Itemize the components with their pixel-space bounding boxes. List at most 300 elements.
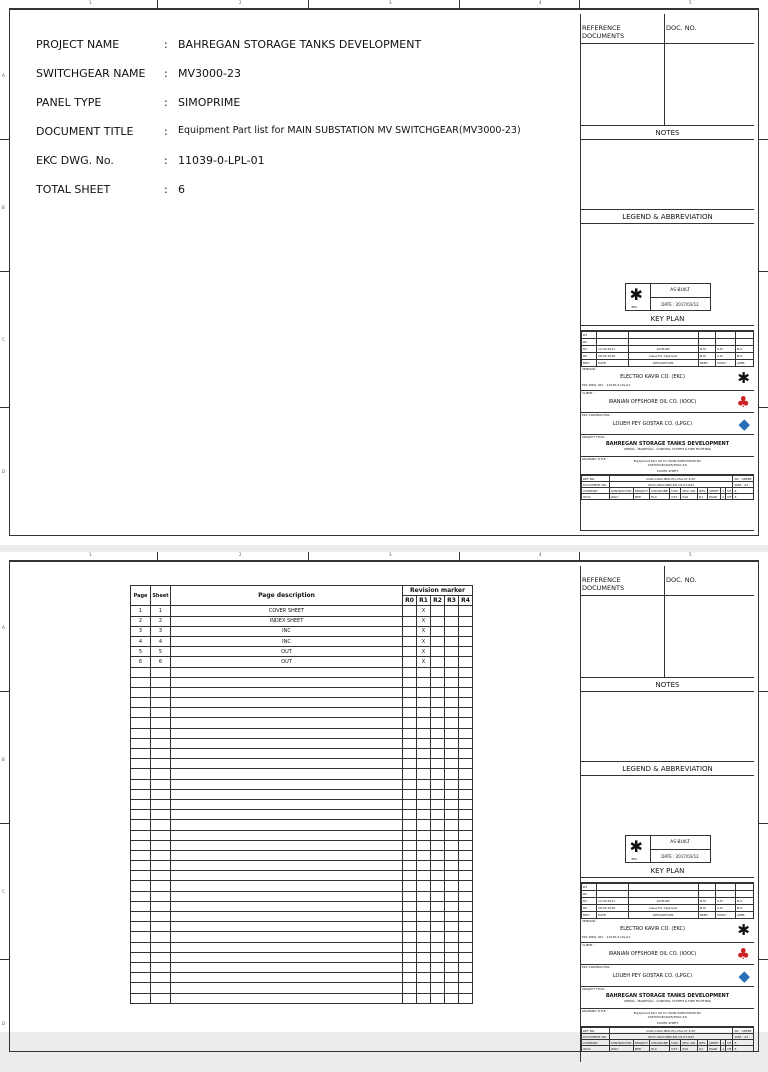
doc-info-cell: OF <box>727 488 732 493</box>
stamp-status: AS-BUILT <box>650 284 710 298</box>
revision-cell: Issue For Approval <box>628 905 698 912</box>
page-cell: 1 <box>131 606 151 616</box>
doc-info-cell: NC : 4858B <box>733 1028 754 1034</box>
zone-label: 4 <box>539 0 542 5</box>
drawing-caption: DRAWING TITLE : <box>582 457 608 461</box>
revision-row <box>582 912 754 919</box>
stamp-date: DATE : 2017/03/12 <box>650 298 710 310</box>
doc-info-cell: IOOC-LPGC-BPD-EQ-CSA-07-P-R7 <box>609 1028 733 1034</box>
doc-info-cell: LPGC <box>609 494 633 500</box>
empty-row <box>131 677 473 687</box>
doc-info-cell: SEQ. NO. <box>682 488 696 493</box>
zone-label: 3 <box>389 0 392 5</box>
revision-cell <box>698 332 715 339</box>
page-cell: 5 <box>131 647 151 657</box>
doc-info-cell: CST <box>670 1046 681 1052</box>
doc-info-cell: PAGE <box>708 1046 721 1052</box>
epc-caption: EPC CONTRACTOR : <box>582 965 612 969</box>
revision-cell: A.M <box>716 898 736 905</box>
epc-caption: EPC CONTRACTOR : <box>582 413 612 417</box>
revision-cell: M.A <box>735 905 753 912</box>
r4-cell <box>459 616 473 626</box>
row-label: TOTAL SHEET <box>36 183 111 196</box>
project-caption: PROJECT TITLE : <box>582 987 606 991</box>
project-title: BAHREGAN STORAGE TANKS DEVELOPMENT <box>605 441 730 447</box>
empty-row <box>131 738 473 748</box>
zone-ruler-left <box>0 561 9 1072</box>
project-title-box <box>581 987 754 1009</box>
zone-ruler-top <box>9 0 759 9</box>
index-body <box>131 606 473 1003</box>
row-colon: : <box>164 38 168 51</box>
doc-info-cell: 010 <box>681 1046 698 1052</box>
index-row <box>131 657 473 667</box>
epc-name: LOUEH PEY GOSTAR CO. (LPGC) <box>612 421 693 427</box>
notes-header: NOTES <box>581 126 754 140</box>
revision-cell <box>735 891 753 898</box>
r0-cell <box>403 616 417 626</box>
doc-info-cell: OF <box>727 1046 732 1051</box>
doc-info-cell: SIZE : A3 <box>733 482 754 488</box>
empty-row <box>131 667 473 677</box>
doc-info-cell: OF <box>727 1040 732 1045</box>
revision-cell: R0 <box>582 353 597 360</box>
empty-row <box>131 932 473 942</box>
doc-info-cell: IOOC-LPGC-BPD-EQ-CS-07-003 <box>609 1034 733 1040</box>
doc-info-cell: ELC <box>650 1046 670 1052</box>
vendor-box <box>581 367 754 391</box>
ekc-logo-icon: ✱ <box>737 921 750 939</box>
r2-cell <box>431 657 445 667</box>
description-cell: COVER SHEET <box>171 606 403 616</box>
r0-cell <box>403 657 417 667</box>
revision-cell <box>716 332 736 339</box>
reference-header <box>581 566 754 596</box>
revision-cell <box>735 339 753 346</box>
revision-cell <box>698 891 715 898</box>
revision-cell: DATE <box>597 360 629 367</box>
revision-cell: M.A <box>735 346 753 353</box>
revision-cell: M.M <box>698 353 715 360</box>
zone-ruler-left <box>0 9 9 536</box>
drawing-title-line2: SWITCHGEAR(MV3000-23) <box>647 463 688 467</box>
revision-cell: CHKD. <box>716 912 736 919</box>
doc-info-cell: LPGC <box>609 1046 633 1052</box>
empty-row <box>131 759 473 769</box>
zone-label: D <box>2 1021 6 1026</box>
doc-info-cell: CST <box>670 494 681 500</box>
client-box <box>581 943 754 965</box>
empty-row <box>131 871 473 881</box>
empty-row <box>131 718 473 728</box>
vendor-name: ELECTRO KAVIR CO. (EKC) <box>620 926 685 932</box>
r1-cell: X <box>417 606 431 616</box>
col-r2: R2 <box>431 596 445 606</box>
doc-info-cell: 1 <box>722 488 725 493</box>
epc-name: LOUEH PEY GOSTAR CO. (LPGC) <box>612 973 693 979</box>
stamp-status: AS-BUILT <box>650 836 710 850</box>
empty-row <box>131 779 473 789</box>
iooc-logo-icon: ♣ <box>736 393 750 411</box>
empty-row <box>131 830 473 840</box>
ekc-logo-icon: ✱ <box>629 285 643 304</box>
col-revision-marker: Revision marker <box>403 586 473 596</box>
legend-body <box>581 224 754 312</box>
revision-cell: R1 <box>582 898 597 905</box>
empty-row <box>131 749 473 759</box>
r0-cell <box>403 626 417 636</box>
zone-ruler-right <box>759 561 768 1072</box>
project-title-box <box>581 435 754 457</box>
doc-info-cell: PAGE <box>708 494 721 500</box>
revision-row <box>582 891 754 898</box>
row-value: SIMOPRIME <box>178 96 241 109</box>
panel-type-row <box>36 96 521 125</box>
row-colon: : <box>164 154 168 167</box>
doc-no-label: DOC. NO. <box>666 24 697 32</box>
revision-cell: A.M <box>716 905 736 912</box>
revision-cell <box>628 891 698 898</box>
total-sheet-row <box>36 183 521 212</box>
ekc-dwg-row <box>36 154 521 183</box>
revision-cell: CHKD. <box>716 360 736 367</box>
r1-cell: X <box>417 647 431 657</box>
row-value: MV3000-23 <box>178 67 241 80</box>
vendor-caption: VENDOR : <box>582 919 597 923</box>
empty-row <box>131 973 473 983</box>
epc-box <box>581 965 754 987</box>
doc-info-cell: 6 <box>733 488 754 494</box>
revision-cell <box>698 884 715 891</box>
legend-header: LEGEND & ABBREVIATION <box>581 762 754 776</box>
revision-cell: 28.04.2016 <box>597 353 629 360</box>
vendor-caption: VENDOR : <box>582 367 597 371</box>
index-table <box>130 585 473 1004</box>
col-page: Page <box>131 586 151 606</box>
iooc-logo-icon: ♣ <box>736 945 750 963</box>
empty-row <box>131 820 473 830</box>
empty-row <box>131 891 473 901</box>
revision-cell: REV. <box>582 360 597 367</box>
drawing-title-box <box>581 457 754 475</box>
revision-cell: A.M <box>716 346 736 353</box>
key-plan-header: KEY PLAN <box>581 864 754 878</box>
description-cell: INC <box>171 626 403 636</box>
page-cell: 2 <box>131 616 151 626</box>
doc-info-cell: BPD <box>634 494 650 500</box>
revision-cell: M.M <box>698 898 715 905</box>
doc-info-row <box>582 1046 754 1052</box>
r1-cell: X <box>417 657 431 667</box>
zone-ruler-top <box>9 552 759 561</box>
row-colon: : <box>164 96 168 109</box>
reference-body <box>581 596 754 678</box>
title-block <box>580 14 754 531</box>
sheet-cell: 4 <box>151 636 171 646</box>
doc-info-cell: OF <box>727 494 732 499</box>
revision-row <box>582 884 754 891</box>
ekc-dwg-no: EKC DWG. NO. : 11039-0-LPL-01 <box>582 935 631 939</box>
client-name: IRANIAN OFFSHORE OIL CO. (IOOC) <box>608 951 697 957</box>
col-r3: R3 <box>445 596 459 606</box>
doc-info-cell: SHEET <box>709 1040 719 1045</box>
revision-row <box>582 898 754 905</box>
revision-cell: R0 <box>582 905 597 912</box>
drawing-caption: DRAWING TITLE : <box>582 1009 608 1013</box>
revision-cell: DESCRIPTION <box>628 912 698 919</box>
zone-label: C <box>2 337 5 342</box>
project-name-row <box>36 38 521 67</box>
page-cell: 4 <box>131 636 151 646</box>
empty-row <box>131 912 473 922</box>
doc-info-cell: DOCUMENT NO. <box>582 1034 610 1040</box>
revision-cell: APPR. <box>735 360 753 367</box>
empty-row <box>131 810 473 820</box>
doc-info-cell: IOOC-LPGC-BPD-EQ-CS-07-003 <box>609 482 733 488</box>
zone-ruler-right <box>759 9 768 536</box>
doc-info-cell: IOOC <box>582 494 610 500</box>
drawing-title-box <box>581 1009 754 1027</box>
doc-info-cell: 6 <box>733 1046 754 1052</box>
index-row <box>131 616 473 626</box>
revision-cell <box>628 339 698 346</box>
revision-table <box>581 883 754 919</box>
r0-cell <box>403 636 417 646</box>
drawing-title-line1: Equipment Part list for MAIN SUBSTATION MV <box>633 1011 702 1015</box>
r4-cell <box>459 606 473 616</box>
revision-cell <box>698 339 715 346</box>
client-name: IRANIAN OFFSHORE OIL CO. (IOOC) <box>608 399 697 405</box>
revision-cell <box>716 891 736 898</box>
doc-info-cell: COMPANY <box>582 488 610 494</box>
doc-info-cell: PROJECT <box>635 1040 648 1045</box>
doc-info-cell: REF NO. <box>582 1028 610 1034</box>
doc-info-cell: 6 <box>733 1040 754 1046</box>
reference-body <box>581 44 754 126</box>
row-value: Equipment Part list for MAIN SUBSTATION MV SWITCHGEAR(MV3000-23) <box>178 125 521 136</box>
sheet-cell: 5 <box>151 647 171 657</box>
document-title-row <box>36 125 521 154</box>
doc-info-cell: SHEET <box>709 488 719 493</box>
row-value: BAHREGAN STORAGE TANKS DEVELOPMENT <box>178 38 422 51</box>
reference-header <box>581 14 754 44</box>
ekc-logo-icon: ✱ <box>629 837 643 856</box>
row-colon: : <box>164 183 168 196</box>
project-title: BAHREGAN STORAGE TANKS DEVELOPMENT <box>605 993 730 999</box>
revision-cell: M.M <box>698 905 715 912</box>
doc-info-cell: DISCIPLINE <box>651 488 668 493</box>
col-r4: R4 <box>459 596 473 606</box>
revision-cell: AS BUILT <box>628 346 698 353</box>
revision-row <box>582 346 754 353</box>
r4-cell <box>459 626 473 636</box>
empty-row <box>131 698 473 708</box>
index-sheet <box>0 552 768 1051</box>
zone-label: 2 <box>239 0 242 5</box>
doc-info-cell: SEQ. NO. <box>682 1040 696 1045</box>
revision-cell <box>735 884 753 891</box>
revision-cell: 28.04.2016 <box>597 905 629 912</box>
empty-row <box>131 962 473 972</box>
description-cell: INDEX SHEET <box>171 616 403 626</box>
revision-cell <box>597 339 629 346</box>
cover-sheet-label: COVER SHEET <box>656 1021 679 1025</box>
revision-row <box>582 353 754 360</box>
empty-row <box>131 769 473 779</box>
empty-row <box>131 983 473 993</box>
empty-row <box>131 850 473 860</box>
revision-cell <box>716 884 736 891</box>
r2-cell <box>431 616 445 626</box>
empty-row <box>131 799 473 809</box>
lpgc-logo-icon: ◆ <box>738 415 750 433</box>
r1-cell: X <box>417 626 431 636</box>
description-cell: OUT <box>171 657 403 667</box>
zone-label: A <box>2 625 5 630</box>
notes-header: NOTES <box>581 678 754 692</box>
empty-row <box>131 840 473 850</box>
index-row <box>131 606 473 616</box>
row-value: 11039-0-LPL-01 <box>178 154 265 167</box>
doc-info-cell: COMPANY <box>582 1040 610 1046</box>
doc-info-table <box>581 1027 754 1052</box>
stamp-logo-text: EKC <box>631 857 638 861</box>
revision-cell: M.M <box>698 346 715 353</box>
doc-info-cell: IOOC <box>582 1046 610 1052</box>
revision-cell: DESCRIPTION <box>628 360 698 367</box>
row-colon: : <box>164 67 168 80</box>
vendor-name: ELECTRO KAVIR CO. (EKC) <box>620 374 685 380</box>
zone-label: 1 <box>89 0 92 5</box>
revision-cell: M.A <box>735 353 753 360</box>
revision-cell <box>597 884 629 891</box>
doc-info-cell: R1 <box>698 494 708 500</box>
sheet-cell: 3 <box>151 626 171 636</box>
revision-cell <box>735 332 753 339</box>
key-plan-header: KEY PLAN <box>581 312 754 326</box>
page-cell: 6 <box>131 657 151 667</box>
drawing-title-line1: Equipment Part list for MAIN SUBSTATION MV <box>633 459 702 463</box>
revision-row <box>582 332 754 339</box>
zone-label: B <box>2 757 5 762</box>
r3-cell <box>445 657 459 667</box>
cover-sheet-label: COVER SHEET <box>656 469 679 473</box>
revision-cell: R2 <box>582 339 597 346</box>
notes-body <box>581 692 754 762</box>
sheet-cell: 2 <box>151 616 171 626</box>
cover-info <box>36 38 521 212</box>
r2-cell <box>431 647 445 657</box>
client-box <box>581 391 754 413</box>
empty-row <box>131 922 473 932</box>
revision-cell: DATE <box>597 912 629 919</box>
zone-label: A <box>2 73 5 78</box>
doc-info-cell: 1 <box>722 1046 725 1051</box>
empty-row <box>131 952 473 962</box>
legend-header: LEGEND & ABBREVIATION <box>581 210 754 224</box>
ekc-dwg-no: EKC DWG. NO. : 11039-0-LPL-01 <box>582 383 631 387</box>
zone-label: D <box>2 469 6 474</box>
zone-label: 4 <box>539 552 542 557</box>
zone-label: B <box>2 205 5 210</box>
r4-cell <box>459 647 473 657</box>
description-cell: OUT <box>171 647 403 657</box>
r2-cell <box>431 606 445 616</box>
empty-row <box>131 789 473 799</box>
r2-cell <box>431 636 445 646</box>
doc-info-cell: CONTRACTOR <box>609 488 633 494</box>
revision-row <box>582 339 754 346</box>
col-description: Page description <box>171 586 403 606</box>
empty-row <box>131 993 473 1003</box>
revision-cell: AS BUILT <box>628 898 698 905</box>
doc-info-cell: REV. <box>699 1040 706 1045</box>
doc-info-cell: SIZE : A3 <box>733 1034 754 1040</box>
client-caption: CLIENT : <box>582 943 595 947</box>
row-label: PANEL TYPE <box>36 96 102 109</box>
revision-cell: APPR. <box>735 912 753 919</box>
doc-info-cell: DOC. <box>671 488 680 493</box>
r2-cell <box>431 626 445 636</box>
row-label: SWITCHGEAR NAME <box>36 67 146 80</box>
vendor-box <box>581 919 754 943</box>
index-row <box>131 626 473 636</box>
sheet-cell: 6 <box>151 657 171 667</box>
legend-body <box>581 776 754 864</box>
switchgear-name-row <box>36 67 521 96</box>
empty-row <box>131 728 473 738</box>
row-label: EKC DWG. No. <box>36 154 114 167</box>
drawing-title-line2: SWITCHGEAR(MV3000-23) <box>647 1015 688 1019</box>
r3-cell <box>445 636 459 646</box>
r1-cell: X <box>417 616 431 626</box>
zone-label: 5 <box>689 552 692 557</box>
empty-row <box>131 687 473 697</box>
title-block <box>580 566 754 1062</box>
doc-info-cell: IOOC-LPGC-BPD-EQ-CSA-07-P-R7 <box>609 476 733 482</box>
revision-cell: 12.03.2017 <box>597 346 629 353</box>
lpgc-logo-icon: ◆ <box>738 967 750 985</box>
index-row <box>131 636 473 646</box>
revision-cell: Issue For Approval <box>628 353 698 360</box>
project-subtitle: (PIPING , MANIFOLD , CONTROL SYSTEM & FIRE FIGHTING) <box>623 999 712 1003</box>
as-built-stamp <box>625 835 711 863</box>
col-r0: R0 <box>403 596 417 606</box>
revision-row <box>582 360 754 367</box>
r1-cell: X <box>417 636 431 646</box>
empty-row <box>131 901 473 911</box>
epc-box <box>581 413 754 435</box>
doc-info-cell: DISCIPLINE <box>651 1040 668 1045</box>
reference-documents-label: REFERENCE DOCUMENTS <box>581 14 665 43</box>
revision-cell: R3 <box>582 884 597 891</box>
r0-cell <box>403 606 417 616</box>
doc-info-cell: DOCUMENT NO. <box>582 482 610 488</box>
r0-cell <box>403 647 417 657</box>
doc-info-cell: CONTRACTOR <box>609 1040 633 1046</box>
revision-cell: M.A <box>735 898 753 905</box>
empty-row <box>131 708 473 718</box>
description-cell: INC <box>171 636 403 646</box>
zone-label: 3 <box>389 552 392 557</box>
revision-cell: PREP. <box>698 360 715 367</box>
zone-label: 1 <box>89 552 92 557</box>
doc-info-cell: PROJECT <box>635 488 648 493</box>
r3-cell <box>445 647 459 657</box>
ekc-logo-icon: ✱ <box>737 369 750 387</box>
r4-cell <box>459 657 473 667</box>
col-r1: R1 <box>417 596 431 606</box>
